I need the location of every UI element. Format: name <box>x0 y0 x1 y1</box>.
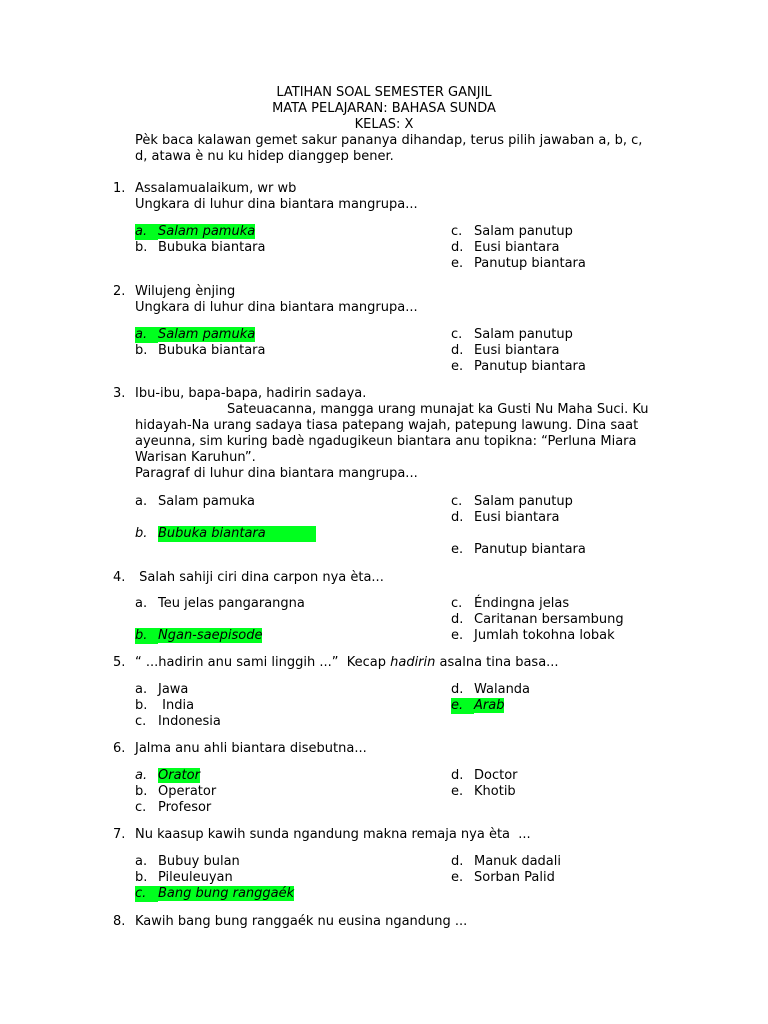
option-4a: a. Teu jelas pangarangna <box>135 596 305 611</box>
option-text: Orator <box>158 768 200 783</box>
option-5c: c. Indonesia <box>135 714 221 729</box>
option-text: Sorban Palid <box>474 870 555 885</box>
option-4e: e. Jumlah tokohna lobak <box>451 628 615 643</box>
question-text: Jalma anu ahli biantara disebutna... <box>135 741 367 756</box>
option-text: Jawa <box>158 682 189 697</box>
option-text: Éndingna jelas <box>474 596 570 611</box>
option-text: Operator <box>158 784 217 799</box>
question-text: Salah sahiji ciri dina carpon nya èta... <box>135 570 384 585</box>
question-number: 7. <box>113 827 126 842</box>
option-1a: a. Salam pamuka <box>135 224 256 239</box>
option-3c: c. Salam panutup <box>451 494 573 509</box>
question-text: Ungkara di luhur dina biantara mangrupa... <box>135 300 418 315</box>
option-2d: d. Eusi biantara <box>451 343 560 358</box>
title-line-2: MATA PELAJARAN: BAHASA SUNDA <box>272 101 496 116</box>
question-text: hidayah-Na urang sadaya tiasa patepang wajah, patepung lawung. Dina saat <box>135 418 639 433</box>
option-1c: c. Salam panutup <box>451 224 573 239</box>
question-number: 3. <box>113 386 126 401</box>
option-3d: d. Eusi biantara <box>451 510 560 525</box>
option-7a: a. Bubuy bulan <box>135 854 240 869</box>
option-text: Indonesia <box>158 714 221 729</box>
question-number: 6. <box>113 741 126 756</box>
title-line-1: LATIHAN SOAL SEMESTER GANJIL <box>276 85 492 100</box>
option-5d: d. Walanda <box>451 682 531 697</box>
option-text: India <box>158 698 195 713</box>
option-3e: e. Panutup biantara <box>451 542 586 557</box>
option-text: Bubuy bulan <box>158 854 240 869</box>
option-1e: e. Panutup biantara <box>451 256 586 271</box>
question-text: Assalamualaikum, wr wb <box>135 181 297 196</box>
option-text: Pileuleuyan <box>158 870 233 885</box>
option-3b: b. Bubuka biantara <box>135 526 316 542</box>
instructions-line-2: d, atawa è nu ku hidep dianggep bener. <box>135 149 394 164</box>
option-text: Bubuka biantara <box>158 240 266 255</box>
option-text: Salam pamuka <box>158 494 255 509</box>
option-7d: d. Manuk dadali <box>451 854 561 869</box>
option-1b: b. Bubuka biantara <box>135 240 266 255</box>
option-4c: c. Éndingna jelas <box>451 596 570 611</box>
question-text: Kawih bang bung ranggaék nu eusina ngandung ... <box>135 914 468 929</box>
question-text: Paragraf di luhur dina biantara mangrupa... <box>135 466 418 481</box>
option-6c: c. Profesor <box>135 800 212 815</box>
option-text: Salam panutup <box>474 494 573 509</box>
option-2e: e. Panutup biantara <box>451 359 586 374</box>
option-1d: d. Eusi biantara <box>451 240 560 255</box>
option-7b: b. Pileuleuyan <box>135 870 233 885</box>
question-text: Wilujeng ènjing <box>135 284 236 299</box>
question-text: Sateuacanna, mangga urang munajat ka Gusti Nu Maha Suci. Ku <box>227 402 649 417</box>
option-3a: a. Salam pamuka <box>135 494 255 509</box>
option-text: Panutup biantara <box>474 359 586 374</box>
option-text: Eusi biantara <box>474 510 560 525</box>
option-2c: c. Salam panutup <box>451 327 573 342</box>
question-text: Ibu-ibu, bapa-bapa, hadirin sadaya. <box>135 386 367 401</box>
option-text: Khotib <box>474 784 516 799</box>
option-4d: d. Caritanan bersambung <box>451 612 624 627</box>
option-text: Bubuka biantara <box>158 343 266 358</box>
option-2a: a. Salam pamuka <box>135 327 256 342</box>
question-number: 4. <box>113 570 126 585</box>
option-text: Arab <box>474 698 505 713</box>
option-text: Walanda <box>474 682 531 697</box>
option-text: Teu jelas pangarangna <box>158 596 305 611</box>
option-2b: b. Bubuka biantara <box>135 343 266 358</box>
question-number: 2. <box>113 284 126 299</box>
option-text: Jumlah tokohna lobak <box>474 628 615 643</box>
option-text: Panutup biantara <box>474 256 586 271</box>
option-text: Caritanan bersambung <box>474 612 624 627</box>
option-text: Doctor <box>474 768 518 783</box>
option-text: Ngan-saepisode <box>158 628 263 643</box>
option-7e: e. Sorban Palid <box>451 870 555 885</box>
option-text: Manuk dadali <box>474 854 561 869</box>
title-line-3: KELAS: X <box>354 117 414 132</box>
option-text: Salam pamuka <box>158 224 256 239</box>
option-5b: b. India <box>135 698 195 713</box>
option-5a: a. Jawa <box>135 682 189 697</box>
option-6b: b. Operator <box>135 784 217 799</box>
option-text: Eusi biantara <box>474 343 560 358</box>
question-text: Warisan Karuhun”. <box>135 450 256 465</box>
instructions <box>135 133 680 165</box>
instructions-line-1: Pèk baca kalawan gemet sakur pananya dihandap, terus pilih jawaban a, b, c, <box>135 133 643 148</box>
option-text: Panutup biantara <box>474 542 586 557</box>
option-text: Salam panutup <box>474 224 573 239</box>
option-text: Bubuka biantara <box>158 526 316 542</box>
option-5e: e. Arab <box>451 698 505 713</box>
option-text: Salam panutup <box>474 327 573 342</box>
option-text: Salam pamuka <box>158 327 256 342</box>
option-text: Bang bung ranggaék <box>158 886 295 901</box>
question-number: 5. <box>113 655 126 670</box>
question-number: 8. <box>113 914 126 929</box>
option-text: Eusi biantara <box>474 240 560 255</box>
option-4b: b. Ngan-saepisode <box>135 628 263 643</box>
question-text: Nu kaasup kawih sunda ngandung makna remaja nya èta ... <box>135 827 531 842</box>
option-text: Profesor <box>158 800 212 815</box>
emphasized-word: hadirin <box>390 655 436 670</box>
option-6a: a. Orator <box>135 768 200 783</box>
option-7c: c. Bang bung ranggaék <box>135 886 295 901</box>
question-text: Ungkara di luhur dina biantara mangrupa... <box>135 197 418 212</box>
option-6d: d. Doctor <box>451 768 518 783</box>
option-6e: e. Khotib <box>451 784 516 799</box>
question-number: 1. <box>113 181 126 196</box>
question-text: “ ...hadirin anu sami linggih ...” Kecap hadirin asalna tina basa... <box>135 655 559 670</box>
question-text: ayeunna, sim kuring badè ngadugikeun biantara anu topikna: “Perluna Miara <box>135 434 637 449</box>
